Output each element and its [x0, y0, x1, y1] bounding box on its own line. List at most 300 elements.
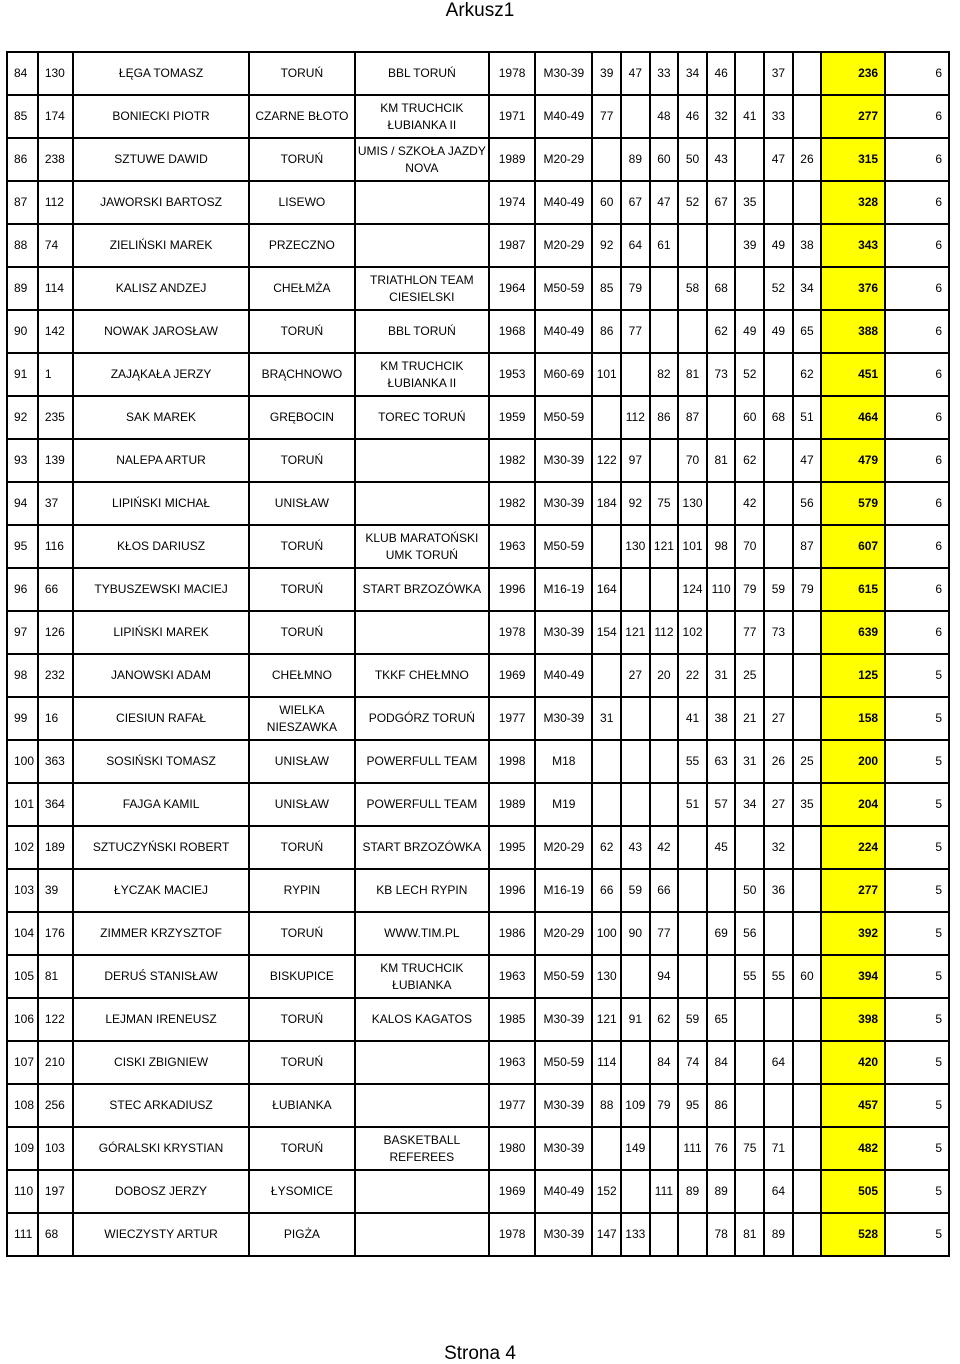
starts-count-cell: 6 [885, 525, 949, 568]
place-cell: 108 [7, 1084, 38, 1127]
table-row [7, 1213, 949, 1256]
place-cell: 91 [7, 353, 38, 396]
race-result-cell: 37 [764, 52, 793, 95]
race-result-cell [650, 697, 679, 740]
race-result-cell [735, 998, 764, 1041]
club-cell: TKKF CHEŁMNO [355, 654, 489, 697]
club-cell: UMIS / SZKOŁA JAZDY NOVA [355, 138, 489, 181]
race-result-cell: 82 [650, 353, 679, 396]
race-result-cell [793, 826, 822, 869]
race-result-cell: 89 [764, 1213, 793, 1256]
results-rows [7, 52, 949, 1256]
starts-count-cell: 6 [885, 224, 949, 267]
race-result-cell [621, 740, 650, 783]
city-cell: TORUŃ [249, 439, 355, 482]
table-row [7, 955, 949, 998]
race-result-cell: 62 [707, 310, 736, 353]
city-cell: UNISŁAW [249, 783, 355, 826]
race-result-cell [650, 1213, 679, 1256]
table-row [7, 138, 949, 181]
category-cell: M20-29 [535, 826, 592, 869]
race-result-cell: 95 [678, 1084, 707, 1127]
race-result-cell: 78 [707, 1213, 736, 1256]
year-cell: 1963 [489, 1041, 535, 1084]
race-result-cell: 75 [735, 1127, 764, 1170]
club-cell [355, 1213, 489, 1256]
race-result-cell [764, 482, 793, 525]
race-result-cell: 71 [764, 1127, 793, 1170]
place-cell: 107 [7, 1041, 38, 1084]
place-cell: 95 [7, 525, 38, 568]
race-result-cell: 109 [621, 1084, 650, 1127]
race-result-cell: 41 [678, 697, 707, 740]
city-cell: RYPIN [249, 869, 355, 912]
place-cell: 104 [7, 912, 38, 955]
total-points-cell: 315 [821, 138, 885, 181]
race-result-cell: 59 [764, 568, 793, 611]
race-result-cell: 84 [650, 1041, 679, 1084]
year-cell: 1977 [489, 697, 535, 740]
category-cell: M30-39 [535, 1213, 592, 1256]
club-cell: KM TRUCHCIK ŁUBIANKA II [355, 95, 489, 138]
race-result-cell [621, 955, 650, 998]
race-result-cell: 112 [621, 396, 650, 439]
bib-cell: 364 [38, 783, 73, 826]
year-cell: 1964 [489, 267, 535, 310]
race-result-cell: 87 [678, 396, 707, 439]
race-result-cell [592, 138, 621, 181]
race-result-cell [764, 998, 793, 1041]
category-cell: M16-19 [535, 568, 592, 611]
name-cell: LIPIŃSKI MICHAŁ [73, 482, 249, 525]
year-cell: 1996 [489, 869, 535, 912]
name-cell: GÓRALSKI KRYSTIAN [73, 1127, 249, 1170]
race-result-cell [793, 52, 822, 95]
city-cell: TORUŃ [249, 826, 355, 869]
total-points-cell: 200 [821, 740, 885, 783]
table-row [7, 95, 949, 138]
place-cell: 90 [7, 310, 38, 353]
race-result-cell: 56 [793, 482, 822, 525]
race-result-cell: 74 [678, 1041, 707, 1084]
bib-cell: 16 [38, 697, 73, 740]
name-cell: CIESIUN RAFAŁ [73, 697, 249, 740]
table-row [7, 267, 949, 310]
race-result-cell: 49 [764, 224, 793, 267]
race-result-cell: 21 [735, 697, 764, 740]
bib-cell: 176 [38, 912, 73, 955]
table-row [7, 525, 949, 568]
race-result-cell: 70 [735, 525, 764, 568]
race-result-cell: 92 [621, 482, 650, 525]
place-cell: 98 [7, 654, 38, 697]
race-result-cell: 130 [621, 525, 650, 568]
year-cell: 1982 [489, 439, 535, 482]
race-result-cell: 77 [592, 95, 621, 138]
race-result-cell: 154 [592, 611, 621, 654]
name-cell: ŁĘGA TOMASZ [73, 52, 249, 95]
table-row [7, 998, 949, 1041]
name-cell: NOWAK JAROSŁAW [73, 310, 249, 353]
category-cell: M30-39 [535, 611, 592, 654]
city-cell: TORUŃ [249, 912, 355, 955]
year-cell: 1996 [489, 568, 535, 611]
starts-count-cell: 5 [885, 654, 949, 697]
starts-count-cell: 6 [885, 568, 949, 611]
year-cell: 1995 [489, 826, 535, 869]
category-cell: M18 [535, 740, 592, 783]
race-result-cell: 81 [735, 1213, 764, 1256]
race-result-cell: 130 [592, 955, 621, 998]
race-result-cell [735, 1170, 764, 1213]
bib-cell: 103 [38, 1127, 73, 1170]
race-result-cell [592, 783, 621, 826]
race-result-cell [678, 955, 707, 998]
race-result-cell [764, 912, 793, 955]
bib-cell: 142 [38, 310, 73, 353]
starts-count-cell: 5 [885, 1084, 949, 1127]
starts-count-cell: 6 [885, 95, 949, 138]
total-points-cell: 328 [821, 181, 885, 224]
category-cell: M16-19 [535, 869, 592, 912]
starts-count-cell: 5 [885, 912, 949, 955]
starts-count-cell: 6 [885, 267, 949, 310]
race-result-cell: 94 [650, 955, 679, 998]
place-cell: 109 [7, 1127, 38, 1170]
table-row [7, 697, 949, 740]
table-row [7, 869, 949, 912]
city-cell: TORUŃ [249, 138, 355, 181]
bib-cell: 210 [38, 1041, 73, 1084]
name-cell: DOBOSZ JERZY [73, 1170, 249, 1213]
total-points-cell: 505 [821, 1170, 885, 1213]
club-cell [355, 1170, 489, 1213]
race-result-cell: 86 [592, 310, 621, 353]
race-result-cell: 102 [678, 611, 707, 654]
race-result-cell: 75 [650, 482, 679, 525]
race-result-cell: 101 [678, 525, 707, 568]
race-result-cell [678, 826, 707, 869]
year-cell: 1969 [489, 1170, 535, 1213]
club-cell [355, 1084, 489, 1127]
name-cell: ZIMMER KRZYSZTOF [73, 912, 249, 955]
race-result-cell [735, 267, 764, 310]
race-result-cell: 48 [650, 95, 679, 138]
race-result-cell: 152 [592, 1170, 621, 1213]
race-result-cell: 89 [621, 138, 650, 181]
place-cell: 92 [7, 396, 38, 439]
table-row [7, 783, 949, 826]
race-result-cell: 43 [707, 138, 736, 181]
race-result-cell: 25 [793, 740, 822, 783]
table-row [7, 1170, 949, 1213]
race-result-cell: 77 [621, 310, 650, 353]
name-cell: JANOWSKI ADAM [73, 654, 249, 697]
starts-count-cell: 5 [885, 1170, 949, 1213]
category-cell: M30-39 [535, 52, 592, 95]
category-cell: M50-59 [535, 1041, 592, 1084]
bib-cell: 114 [38, 267, 73, 310]
race-result-cell [735, 826, 764, 869]
race-result-cell: 100 [592, 912, 621, 955]
starts-count-cell: 5 [885, 1041, 949, 1084]
club-cell: KLUB MARATOŃSKI UMK TORUŃ [355, 525, 489, 568]
race-result-cell: 34 [793, 267, 822, 310]
year-cell: 1978 [489, 1213, 535, 1256]
race-result-cell [650, 310, 679, 353]
year-cell: 1953 [489, 353, 535, 396]
race-result-cell: 42 [735, 482, 764, 525]
race-result-cell: 81 [707, 439, 736, 482]
race-result-cell: 55 [764, 955, 793, 998]
year-cell: 1963 [489, 525, 535, 568]
race-result-cell [793, 869, 822, 912]
category-cell: M30-39 [535, 1084, 592, 1127]
race-result-cell: 79 [650, 1084, 679, 1127]
race-result-cell: 33 [650, 52, 679, 95]
race-result-cell [793, 611, 822, 654]
bib-cell: 116 [38, 525, 73, 568]
starts-count-cell: 5 [885, 1213, 949, 1256]
city-cell: BRĄCHNOWO [249, 353, 355, 396]
category-cell: M40-49 [535, 95, 592, 138]
place-cell: 94 [7, 482, 38, 525]
race-result-cell: 147 [592, 1213, 621, 1256]
race-result-cell: 124 [678, 568, 707, 611]
race-result-cell: 111 [678, 1127, 707, 1170]
race-result-cell [678, 869, 707, 912]
race-result-cell: 121 [650, 525, 679, 568]
race-result-cell [707, 396, 736, 439]
race-result-cell [735, 1084, 764, 1127]
place-cell: 89 [7, 267, 38, 310]
category-cell: M40-49 [535, 654, 592, 697]
race-result-cell: 26 [764, 740, 793, 783]
race-result-cell: 32 [707, 95, 736, 138]
race-result-cell: 43 [621, 826, 650, 869]
race-result-cell [592, 740, 621, 783]
race-result-cell: 50 [735, 869, 764, 912]
race-result-cell: 86 [650, 396, 679, 439]
club-cell: WWW.TIM.PL [355, 912, 489, 955]
club-cell: START BRZOZÓWKA [355, 826, 489, 869]
race-result-cell: 26 [793, 138, 822, 181]
race-result-cell: 59 [621, 869, 650, 912]
race-result-cell: 61 [650, 224, 679, 267]
total-points-cell: 482 [821, 1127, 885, 1170]
starts-count-cell: 5 [885, 1127, 949, 1170]
race-result-cell [764, 654, 793, 697]
place-cell: 88 [7, 224, 38, 267]
name-cell: SZTUCZYŃSKI ROBERT [73, 826, 249, 869]
total-points-cell: 343 [821, 224, 885, 267]
bib-cell: 197 [38, 1170, 73, 1213]
total-points-cell: 464 [821, 396, 885, 439]
race-result-cell: 64 [621, 224, 650, 267]
race-result-cell [764, 181, 793, 224]
club-cell [355, 439, 489, 482]
bib-cell: 363 [38, 740, 73, 783]
year-cell: 1982 [489, 482, 535, 525]
race-result-cell: 79 [621, 267, 650, 310]
place-cell: 87 [7, 181, 38, 224]
race-result-cell: 77 [650, 912, 679, 955]
bib-cell: 130 [38, 52, 73, 95]
name-cell: WIECZYSTY ARTUR [73, 1213, 249, 1256]
race-result-cell: 35 [793, 783, 822, 826]
race-result-cell: 68 [707, 267, 736, 310]
table-row [7, 52, 949, 95]
race-result-cell: 57 [707, 783, 736, 826]
race-result-cell: 164 [592, 568, 621, 611]
sheet-title: Arkusz1 [445, 0, 515, 21]
name-cell: BONIECKI PIOTR [73, 95, 249, 138]
name-cell: SAK MAREK [73, 396, 249, 439]
starts-count-cell: 5 [885, 783, 949, 826]
race-result-cell: 55 [678, 740, 707, 783]
city-cell: TORUŃ [249, 52, 355, 95]
race-result-cell [707, 482, 736, 525]
race-result-cell [793, 654, 822, 697]
race-result-cell: 63 [707, 740, 736, 783]
bib-cell: 189 [38, 826, 73, 869]
race-result-cell [707, 869, 736, 912]
starts-count-cell: 5 [885, 826, 949, 869]
club-cell [355, 181, 489, 224]
place-cell: 97 [7, 611, 38, 654]
race-result-cell: 89 [707, 1170, 736, 1213]
race-result-cell [621, 1041, 650, 1084]
race-result-cell [793, 697, 822, 740]
race-result-cell: 20 [650, 654, 679, 697]
club-cell: KALOS KAGATOS [355, 998, 489, 1041]
race-result-cell: 27 [764, 697, 793, 740]
race-result-cell: 92 [592, 224, 621, 267]
table-row [7, 1084, 949, 1127]
category-cell: M20-29 [535, 224, 592, 267]
club-cell: TRIATHLON TEAM CIESIELSKI [355, 267, 489, 310]
name-cell: NALEPA ARTUR [73, 439, 249, 482]
race-result-cell: 39 [592, 52, 621, 95]
bib-cell: 68 [38, 1213, 73, 1256]
bib-cell: 1 [38, 353, 73, 396]
bib-cell: 238 [38, 138, 73, 181]
club-cell: POWERFULL TEAM [355, 740, 489, 783]
bib-cell: 139 [38, 439, 73, 482]
race-result-cell [650, 740, 679, 783]
club-cell [355, 611, 489, 654]
name-cell: CISKI ZBIGNIEW [73, 1041, 249, 1084]
race-result-cell: 62 [793, 353, 822, 396]
year-cell: 1987 [489, 224, 535, 267]
total-points-cell: 457 [821, 1084, 885, 1127]
total-points-cell: 451 [821, 353, 885, 396]
race-result-cell [793, 1041, 822, 1084]
race-result-cell [650, 1127, 679, 1170]
total-points-cell: 376 [821, 267, 885, 310]
race-result-cell: 149 [621, 1127, 650, 1170]
club-cell: POWERFULL TEAM [355, 783, 489, 826]
race-result-cell: 66 [650, 869, 679, 912]
race-result-cell: 49 [764, 310, 793, 353]
starts-count-cell: 6 [885, 181, 949, 224]
city-cell: BISKUPICE [249, 955, 355, 998]
race-result-cell: 79 [793, 568, 822, 611]
race-result-cell: 67 [707, 181, 736, 224]
bib-cell: 256 [38, 1084, 73, 1127]
race-result-cell: 130 [678, 482, 707, 525]
race-result-cell: 86 [707, 1084, 736, 1127]
race-result-cell: 25 [735, 654, 764, 697]
race-result-cell: 85 [592, 267, 621, 310]
race-result-cell: 121 [592, 998, 621, 1041]
place-cell: 110 [7, 1170, 38, 1213]
race-result-cell: 46 [678, 95, 707, 138]
category-cell: M50-59 [535, 396, 592, 439]
race-result-cell [621, 353, 650, 396]
race-result-cell: 114 [592, 1041, 621, 1084]
race-result-cell: 79 [735, 568, 764, 611]
race-result-cell [793, 1084, 822, 1127]
race-result-cell: 32 [764, 826, 793, 869]
starts-count-cell: 6 [885, 396, 949, 439]
table-row [7, 912, 949, 955]
race-result-cell: 84 [707, 1041, 736, 1084]
race-result-cell: 47 [650, 181, 679, 224]
race-result-cell: 35 [735, 181, 764, 224]
race-result-cell: 52 [678, 181, 707, 224]
table-row [7, 654, 949, 697]
year-cell: 1974 [489, 181, 535, 224]
race-result-cell [592, 1127, 621, 1170]
city-cell: TORUŃ [249, 310, 355, 353]
race-result-cell: 65 [707, 998, 736, 1041]
year-cell: 1963 [489, 955, 535, 998]
race-result-cell: 110 [707, 568, 736, 611]
race-result-cell [793, 181, 822, 224]
race-result-cell: 73 [764, 611, 793, 654]
club-cell: START BRZOZÓWKA [355, 568, 489, 611]
category-cell: M60-69 [535, 353, 592, 396]
race-result-cell: 64 [764, 1041, 793, 1084]
race-result-cell: 90 [621, 912, 650, 955]
total-points-cell: 224 [821, 826, 885, 869]
race-result-cell [621, 697, 650, 740]
race-result-cell: 51 [793, 396, 822, 439]
bib-cell: 66 [38, 568, 73, 611]
starts-count-cell: 6 [885, 353, 949, 396]
race-result-cell [678, 1213, 707, 1256]
race-result-cell [735, 52, 764, 95]
table-row [7, 1041, 949, 1084]
race-result-cell: 62 [650, 998, 679, 1041]
race-result-cell: 39 [735, 224, 764, 267]
name-cell: SZTUWE DAWID [73, 138, 249, 181]
race-result-cell [592, 396, 621, 439]
race-result-cell [650, 439, 679, 482]
city-cell: CHEŁMŻA [249, 267, 355, 310]
city-cell: TORUŃ [249, 525, 355, 568]
table-row [7, 826, 949, 869]
place-cell: 102 [7, 826, 38, 869]
place-cell: 103 [7, 869, 38, 912]
table-row [7, 439, 949, 482]
total-points-cell: 392 [821, 912, 885, 955]
race-result-cell [735, 1041, 764, 1084]
race-result-cell: 184 [592, 482, 621, 525]
name-cell: FAJGA KAMIL [73, 783, 249, 826]
year-cell: 1969 [489, 654, 535, 697]
